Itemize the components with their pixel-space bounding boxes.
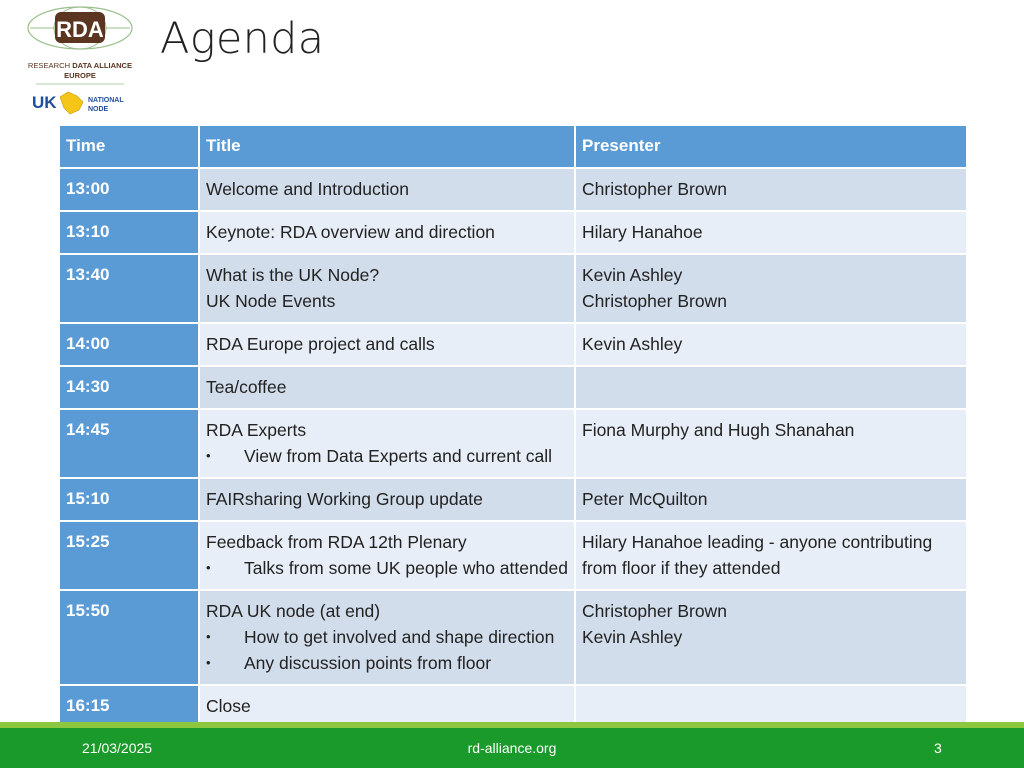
header-title: Title: [199, 125, 575, 168]
row-time: 13:40: [59, 254, 199, 323]
row-presenter: Hilary Hanahoe: [575, 211, 967, 254]
row-presenter: Christopher Brown: [575, 168, 967, 211]
bullet-list: [206, 443, 568, 469]
table-header-row: [59, 125, 967, 168]
title-line: RDA UK node (at end): [206, 601, 381, 621]
row-presenter: Hilary Hanahoe leading - anyone contributing from floor if they attended: [575, 521, 967, 590]
agenda-table: [58, 124, 968, 729]
row-title: RDA Europe project and calls: [199, 323, 575, 366]
row-presenter: Kevin Ashley: [575, 323, 967, 366]
logo-line2: EUROPE: [64, 71, 96, 80]
row-title: [199, 254, 575, 323]
table-row: [59, 168, 967, 211]
title-line: UK Node Events: [206, 291, 336, 311]
header-presenter: Presenter: [575, 125, 967, 168]
footer-date: 21/03/2025: [82, 740, 153, 756]
bullet-item: • View from Data Experts and current call: [206, 443, 568, 469]
presenter-line: Christopher Brown: [582, 601, 727, 621]
logo-node-line2: NODE: [88, 106, 109, 113]
row-time: 14:45: [59, 409, 199, 478]
row-title: [199, 409, 575, 478]
footer: [0, 728, 1024, 768]
title-line: Feedback from RDA 12th Plenary: [206, 532, 467, 552]
bullet-list: [206, 624, 568, 676]
row-time: 13:00: [59, 168, 199, 211]
table-row: [59, 590, 967, 685]
row-time: 15:10: [59, 478, 199, 521]
svg-text:RESEARCH DATA ALLIANCE: [28, 61, 132, 70]
table-row: [59, 521, 967, 590]
row-presenter: [575, 366, 967, 409]
uk-map-icon: [60, 92, 83, 114]
rda-europe-uk-node-logo: [22, 4, 138, 120]
bullet-item: • Any discussion points from floor: [206, 650, 568, 676]
row-title: Close: [199, 685, 575, 728]
logo-abbr: RDA: [56, 17, 104, 42]
page-title: Agenda: [160, 14, 325, 64]
bullet-list: [206, 555, 568, 581]
header-time: Time: [59, 125, 199, 168]
row-time: 15:25: [59, 521, 199, 590]
row-title: FAIRsharing Working Group update: [199, 478, 575, 521]
row-presenter: [575, 590, 967, 685]
title-line: RDA Experts: [206, 420, 307, 440]
title-line: What is the UK Node?: [206, 265, 380, 285]
row-time: 15:50: [59, 590, 199, 685]
table-row: [59, 211, 967, 254]
table-row: [59, 323, 967, 366]
bullet-item: • How to get involved and shape direction: [206, 624, 568, 650]
row-presenter: Fiona Murphy and Hugh Shanahan: [575, 409, 967, 478]
bullet-item: • Talks from some UK people who attended: [206, 555, 568, 581]
presenter-line: Kevin Ashley: [582, 265, 683, 285]
logo-line1-b: DATA ALLIANCE: [72, 61, 133, 70]
presenter-line: Kevin Ashley: [582, 627, 683, 647]
row-time: 13:10: [59, 211, 199, 254]
logo-node-line1: NATIONAL: [88, 97, 124, 104]
table-row: [59, 409, 967, 478]
logo-line1-a: RESEARCH: [27, 61, 71, 70]
row-title: Tea/coffee: [199, 366, 575, 409]
row-time: 16:15: [59, 685, 199, 728]
row-title: Keynote: RDA overview and direction: [199, 211, 575, 254]
row-presenter: [575, 254, 967, 323]
row-title: [199, 590, 575, 685]
row-title: [199, 521, 575, 590]
table-row: [59, 478, 967, 521]
table-row: [59, 254, 967, 323]
footer-site: rd-alliance.org: [467, 740, 557, 756]
row-time: 14:00: [59, 323, 199, 366]
row-title: Welcome and Introduction: [199, 168, 575, 211]
footer-page-number: 3: [934, 740, 942, 756]
row-time: 14:30: [59, 366, 199, 409]
logo-node-country: UK: [32, 93, 57, 112]
row-presenter: Peter McQuilton: [575, 478, 967, 521]
presenter-line: Christopher Brown: [582, 291, 727, 311]
table-row: [59, 366, 967, 409]
